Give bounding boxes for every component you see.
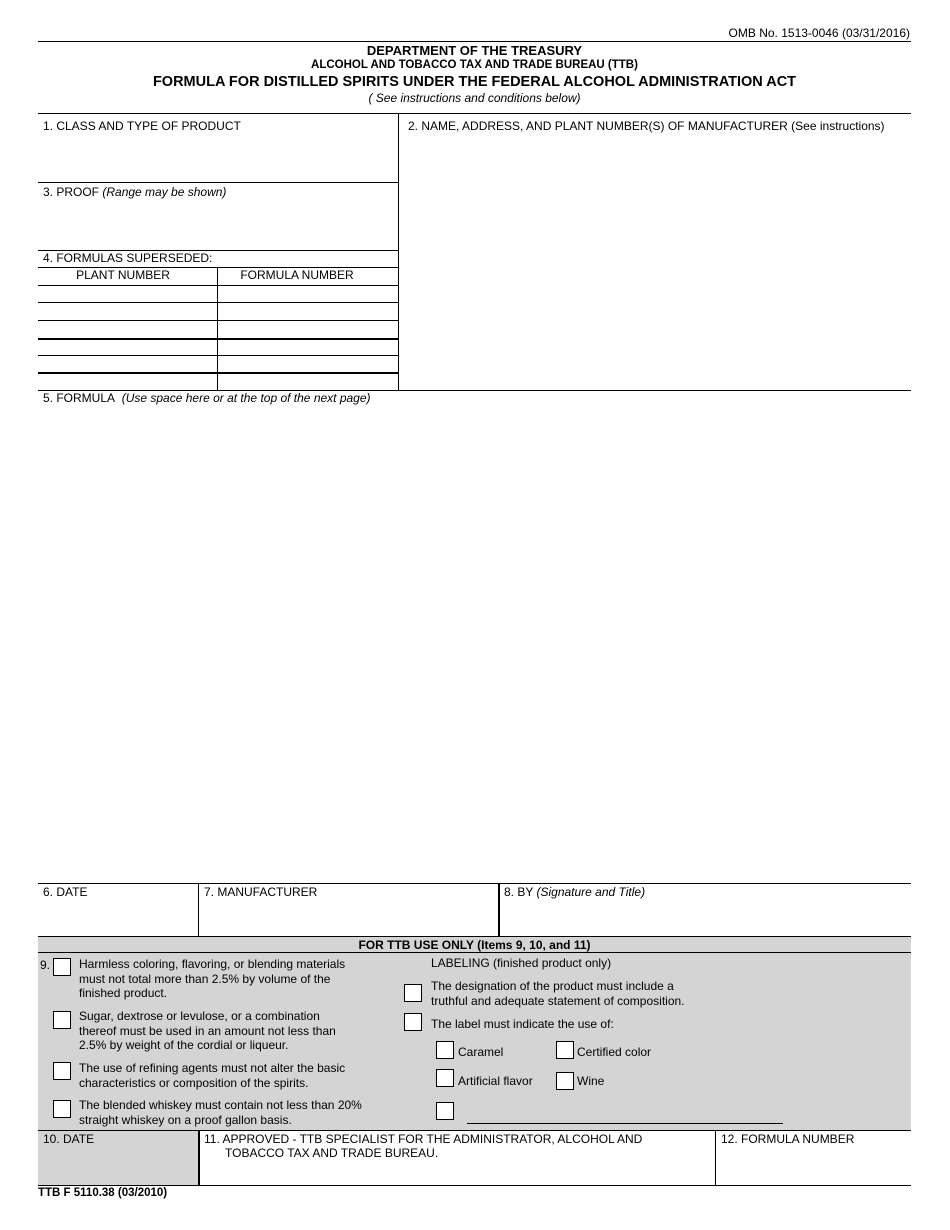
department-title: DEPARTMENT OF THE TREASURY [366,43,583,58]
top-section-rule [38,113,911,114]
divider-6-7 [198,883,199,936]
rule-after-1 [38,182,398,183]
field-11-label-line1: 11. APPROVED - TTB SPECIALIST FOR THE ADMINISTRATOR, ALCOHOL AND [204,1132,643,1146]
other-checkbox[interactable] [436,1102,454,1120]
field-6-label: 6. DATE [43,885,88,899]
opt2-text: Sugar, dextrose or levulose, or a combination thereof must be used in an amount not less than 2.5% by weight of the cordial or liqueur. [79,1009,336,1052]
opt1-checkbox[interactable] [53,958,71,976]
field-4-label: 4. FORMULAS SUPERSEDED: [43,251,213,265]
opt3-text: The use of refining agents must not alter the basic characteristics or composition of the spirits. [79,1061,346,1090]
wine-label: Wine [577,1074,605,1088]
field-8-label [504,885,645,899]
omb-number: OMB No. 1513-0046 (03/31/2016) [728,26,910,40]
labeling-composition-text: The designation of the product must include a truthful and adequate statement of composition. [431,979,685,1008]
divider-11-12 [715,1130,716,1185]
artificial-flavor-checkbox[interactable] [436,1069,454,1087]
caramel-checkbox[interactable] [436,1041,454,1059]
field-1-label: 1. CLASS AND TYPE OF PRODUCT [43,119,241,133]
field-8-note: (Signature and Title) [536,885,646,899]
ttb-heading: FOR TTB USE ONLY (Items 9, 10, and 11) [358,938,591,952]
field-5-note: (Use space here or at the top of the next page) [121,391,371,405]
formula-area[interactable] [38,408,911,880]
field-12-label: 12. FORMULA NUMBER [721,1132,855,1146]
field-3-text: 3. PROOF [43,185,100,199]
labeling-heading: LABELING (finished product only) [431,956,612,970]
field-8-text: 8. BY [504,885,534,899]
labeling-composition-checkbox[interactable] [404,984,422,1002]
labeling-use-text: The label must indicate the use of: [431,1017,614,1031]
field-3-note: (Range may be shown) [102,185,227,199]
field-5-text: 5. FORMULA [43,391,115,405]
rule-f4-r4 [38,355,398,356]
rule-f4-r3 [38,338,398,340]
header-rule [38,41,911,42]
opt3-checkbox[interactable] [53,1062,71,1080]
opt4-text: The blended whiskey must contain not less than 20% straight whiskey on a proof gallon basis. [79,1098,362,1127]
rule-f4-colhead [38,285,398,286]
field-2-label: 2. NAME, ADDRESS, AND PLANT NUMBER(S) OF MANUFACTURER (See instructions) [408,119,885,133]
plant-number-header: PLANT NUMBER [76,268,170,282]
rule-f4-r5 [38,372,398,374]
col-divider [398,113,399,390]
bureau-title: ALCOHOL AND TOBACCO TAX AND TRADE BUREAU (TTB) [311,59,638,71]
divider-10-11 [198,1130,200,1185]
rule-ttb-top [38,936,911,937]
form-subtitle: ( See instructions and conditions below) [368,91,581,105]
rule-f4-r1 [38,302,398,303]
form-title: FORMULA FOR DISTILLED SPIRITS UNDER THE FEDERAL ALCOHOL ADMINISTRATION ACT [152,74,797,90]
opt1-text: Harmless coloring, flavoring, or blending materials must not total more than 2.5% by volume of the finished product. [79,957,346,1000]
formula-number-header: FORMULA NUMBER [240,268,354,282]
field-11-label-line2: TOBACCO TAX AND TRADE BUREAU. [225,1146,439,1160]
labeling-use-checkbox[interactable] [404,1013,422,1031]
f4-col-divider [217,267,218,390]
form-id: TTB F 5110.38 (03/2010) [38,1187,168,1199]
rule-f4-r2 [38,320,398,321]
opt2-checkbox[interactable] [53,1011,71,1029]
artificial-flavor-label: Artificial flavor [458,1074,533,1088]
opt4-checkbox[interactable] [53,1100,71,1118]
divider-7-8 [498,883,500,936]
wine-checkbox[interactable] [556,1072,574,1090]
certified-color-label: Certified color [577,1045,652,1059]
other-specify-line[interactable] [467,1123,783,1124]
field-7-label: 7. MANUFACTURER [204,885,318,899]
caramel-label: Caramel [458,1045,504,1059]
rule-before-6 [38,883,911,884]
rule-ttb-head [38,952,911,953]
field-3-label [43,185,226,199]
rule-bottom [38,1185,911,1186]
field-5-label [43,391,371,405]
field-10-label: 10. DATE [43,1132,95,1146]
item-9-label: 9. [40,958,51,972]
certified-color-checkbox[interactable] [556,1041,574,1059]
